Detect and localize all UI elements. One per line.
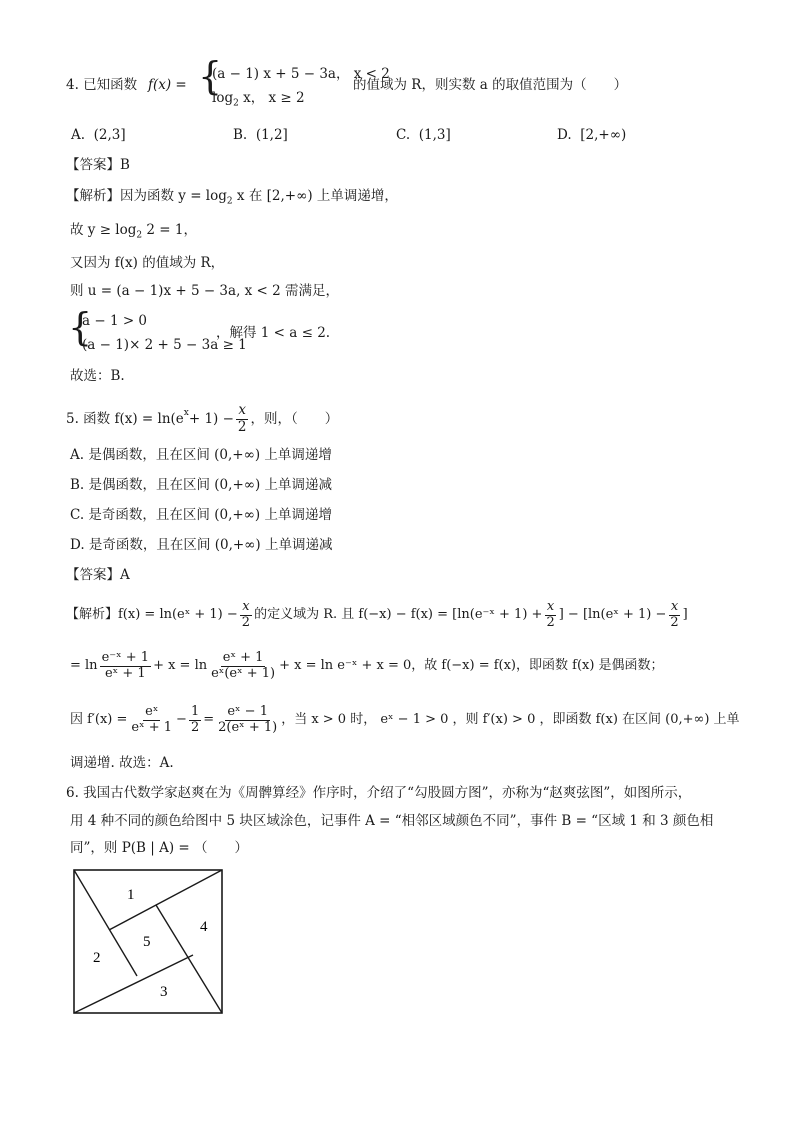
q6-stem-3: 同”，则 P(B | A) = （ ） (70, 840, 249, 856)
zhao-shuang-diagram (70, 866, 226, 1018)
q4-exp-4: 则 u = (a − 1)x + 5 − 3a, x < 2 需满足， (70, 283, 340, 299)
q4-fx: f(x) = (148, 77, 187, 93)
q5-exp-1: 【解析】f(x) = ln(eˣ + 1) − $\frac{x}{2}$ 的定义域为 R. 且 f(−x) − f(x) = [ln(e⁻ˣ + 1) + $\frac{x}{2}$ ] − [ln(eˣ + 1) − $\frac{x}{2}$ ] (66, 598, 688, 630)
q5-exp-3: 因 f′(x) = $\frac{\text{eˣ}}{\text{eˣ + 1}}$ − $\frac{1}{2}$ = $\frac{\text{eˣ − 1}}{\text{2(eˣ + 1)}}$ ，当 x > 0 时， eˣ − 1 > 0 ，则 f′(x) > 0 ，即函数 f(x) 在区间 (0,+∞) 上单 (70, 703, 740, 735)
q5-exp-4: 调递增. 故选：A. (70, 755, 174, 771)
q4-brace: { (198, 54, 223, 98)
q5-option-d: D. 是奇函数，且在区间 (0,+∞) 上单调递减 (70, 537, 333, 553)
q4-case1: (a − 1) x + 5 − 3a， x < 2 (212, 66, 390, 82)
q4-answer: 【答案】B (66, 157, 130, 173)
diagram-line-4 (74, 955, 193, 1013)
region-label-2: 2 (93, 950, 101, 966)
q4-stem-lead: 4. 已知函数 (66, 77, 138, 93)
region-label-5: 5 (143, 934, 151, 950)
region-label-4: 4 (200, 919, 208, 935)
region-label-1: 1 (127, 887, 135, 903)
diagram-line-1 (74, 870, 137, 976)
q5-stem: 5. 函数 f(x) = ln(e $^x$ + 1) − $\frac{x}{2}$ ，则，（ ） (66, 401, 339, 435)
q4-stem-tail: 的值域为 R，则实数 a 的取值范围为（ ） (353, 77, 628, 93)
q5-exp-2: = ln $\frac{\text{e⁻ˣ + 1}}{\text{eˣ + 1}}$ + x = ln $\frac{\text{eˣ + 1}}{\text{eˣ(eˣ + 1)}}$ + x = ln e⁻ˣ + x = 0，故 f(−x) = f(x)，即函数 f(x) 是偶函数； (70, 649, 664, 681)
q6-stem-2: 用 4 种不同的颜色给图中 5 块区域涂色，记事件 A = “相邻区域颜色不同”，事件 B = “区域 1 和 3 颜色相 (70, 813, 714, 829)
q4-sys-brace: { (68, 305, 93, 349)
q6-stem-1: 6. 我国古代数学家赵爽在为《周髀算经》作序时，介绍了“勾股圆方图”，亦称为“赵爽弦图”，如图所示， (66, 785, 692, 801)
q4-exp-2: 故 $y \ge \log_2 2 = 1$， (70, 222, 198, 241)
q4-option-a: A. (2,3] (71, 127, 126, 143)
q4-option-d: D. [2,+∞) (557, 127, 627, 143)
q4-sys-tail: ，解得 1 < a ≤ 2. (216, 325, 331, 341)
q4-option-b: B. (1,2] (233, 127, 288, 143)
q5-option-c: C. 是奇函数，且在区间 (0,+∞) 上单调递增 (70, 507, 332, 523)
q5-answer: 【答案】A (66, 567, 130, 583)
q4-exp-1: 【解析】因为函数 $y = \log_2 x$ 在 [2,+∞) 上单调递增， (66, 188, 398, 207)
q5-stem-frac: $\frac{x}{2}$ (237, 401, 247, 435)
q5-option-b: B. 是偶函数，且在区间 (0,+∞) 上单调递减 (70, 477, 333, 493)
q4-sys-2: (a − 1)× 2 + 5 − 3a ≥ 1 (82, 337, 247, 353)
q4-exp-3: 又因为 f(x) 的值域为 R， (70, 255, 225, 271)
q4-sys-1: a − 1 > 0 (82, 313, 148, 329)
q5-option-a: A. 是偶函数，且在区间 (0,+∞) 上单调递增 (70, 447, 332, 463)
region-label-3: 3 (160, 984, 168, 1000)
q4-option-c: C. (1,3] (396, 127, 451, 143)
q4-case2: $\log_2 x$， x ≥ 2 (212, 90, 305, 109)
q4-choose: 故选：B. (70, 368, 125, 384)
